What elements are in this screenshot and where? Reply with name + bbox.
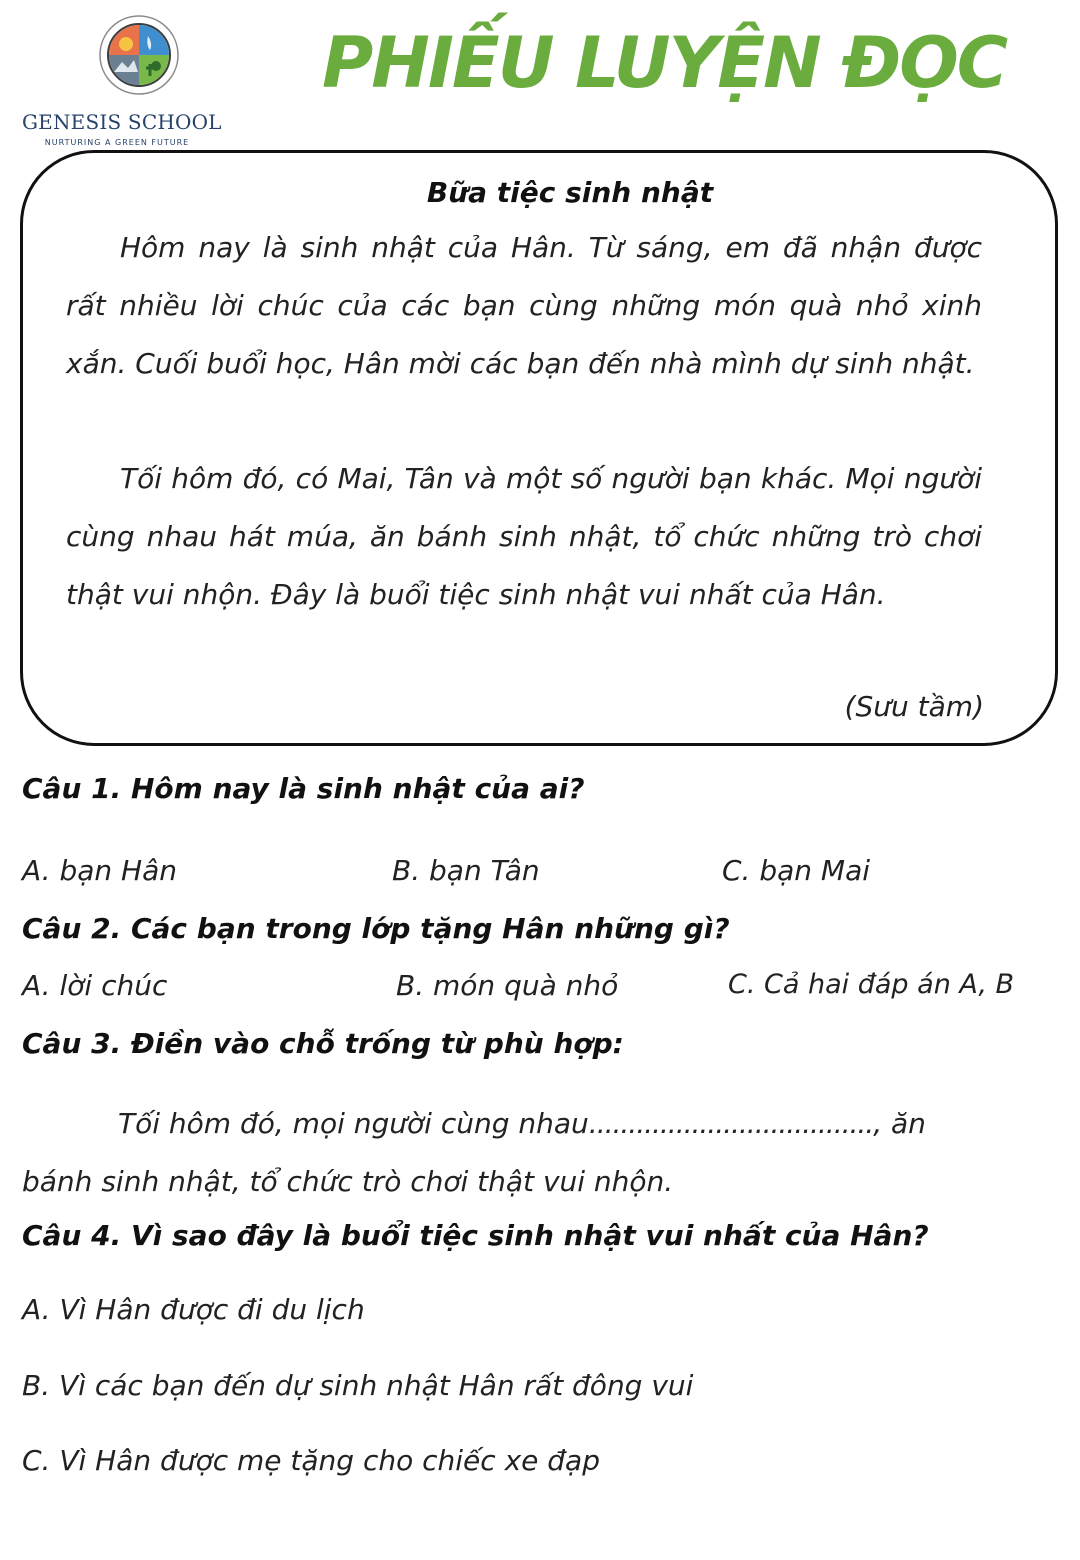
q4-option-c[interactable]: C. Vì Hân được mẹ tặng cho chiếc xe đạp bbox=[22, 1444, 600, 1477]
q1-option-b[interactable]: B. bạn Tân bbox=[392, 854, 540, 887]
story-paragraph-2 bbox=[66, 450, 982, 624]
school-emblem-icon bbox=[98, 14, 180, 96]
story-source: (Sưu tầm) bbox=[844, 690, 984, 723]
school-tagline: NURTURING A GREEN FUTURE bbox=[44, 138, 190, 147]
page-title: PHIẾU LUYỆN ĐỌC bbox=[322, 22, 1007, 104]
q2-option-b[interactable]: B. món quà nhỏ bbox=[396, 969, 619, 1002]
q3-blank[interactable]: .................................... bbox=[588, 1107, 874, 1140]
q3-sentence-start: Tối hôm đó, mọi người cùng nhau bbox=[118, 1107, 589, 1140]
question-3: Câu 3. Điền vào chỗ trống từ phù hợp: bbox=[22, 1027, 624, 1060]
story-paragraph-1-text: Hôm nay là sinh nhật của Hân. Từ sáng, em đã nhận được rất nhiều lời chúc của các bạn cùng những món quà nhỏ xinh xắn. Cuối buổi học, Hân mời các bạn đến nhà mình dự sinh nhật. bbox=[66, 231, 982, 380]
story-paragraph-2-text: Tối hôm đó, có Mai, Tân và một số người bạn khác. Mọi người cùng nhau hát múa, ăn bánh sinh nhật, tổ chức những trò chơi thật vui nhộn. Đây là buổi tiệc sinh nhật vui nhất của Hân. bbox=[66, 462, 982, 611]
q2-option-a[interactable]: A. lời chúc bbox=[22, 969, 168, 1002]
question-2: Câu 2. Các bạn trong lớp tặng Hân những gì? bbox=[22, 912, 730, 945]
q4-option-a[interactable]: A. Vì Hân được đi du lịch bbox=[22, 1293, 365, 1326]
q4-option-b[interactable]: B. Vì các bạn đến dự sinh nhật Hân rất đông vui bbox=[22, 1369, 694, 1402]
question-4: Câu 4. Vì sao đây là buổi tiệc sinh nhật vui nhất của Hân? bbox=[22, 1219, 929, 1252]
school-name: GENESIS SCHOOL bbox=[22, 110, 222, 134]
q2-option-c[interactable]: C. Cả hai đáp án A, B bbox=[728, 969, 1015, 1000]
question-1: Câu 1. Hôm nay là sinh nhật của ai? bbox=[22, 772, 585, 805]
q1-option-a[interactable]: A. bạn Hân bbox=[22, 854, 178, 887]
school-logo bbox=[22, 14, 222, 147]
q3-fill-sentence bbox=[22, 1095, 994, 1211]
story-paragraph-1 bbox=[66, 219, 982, 393]
q3-sentence-end: , ăn bánh sinh nhật, tổ chức trò chơi thật vui nhộn. bbox=[22, 1107, 926, 1198]
q1-option-c[interactable]: C. bạn Mai bbox=[722, 854, 871, 887]
story-title: Bữa tiệc sinh nhật bbox=[426, 176, 714, 209]
